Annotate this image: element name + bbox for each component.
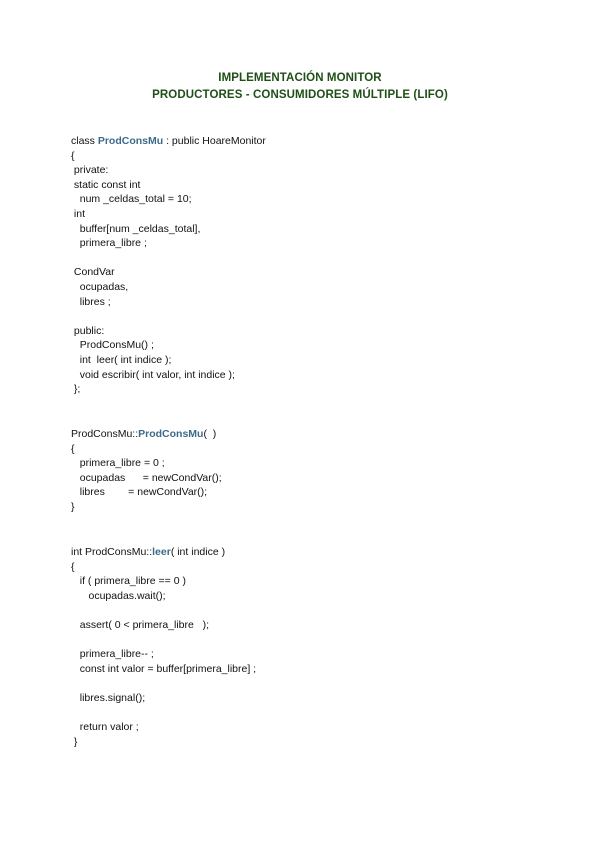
code-line: [71, 442, 222, 457]
document-subtitle: PRODUCTORES - CONSUMIDORES MÚLTIPLE (LIFO): [152, 89, 448, 101]
code-text: ( ): [203, 428, 217, 440]
code-text: primera_libre = 0 ;: [71, 457, 165, 470]
code-text: CondVar: [71, 266, 115, 279]
code-text: public:: [71, 324, 105, 337]
code-line: [71, 338, 266, 353]
code-line: [71, 471, 222, 486]
code-identifier-highlight: ProdConsMu: [97, 135, 164, 147]
code-text: static const int: [71, 178, 141, 191]
code-line: [71, 178, 266, 193]
code-line: [71, 500, 222, 515]
code-line: [71, 691, 256, 706]
code-text: ocupadas.wait();: [71, 589, 166, 602]
code-text: }: [71, 735, 78, 748]
constructor-code-block: [71, 427, 222, 515]
code-line: [71, 353, 266, 368]
code-text: libres.signal();: [71, 691, 146, 704]
code-text: : public HoareMonitor: [163, 135, 266, 147]
code-text: class: [71, 135, 98, 147]
code-line: [71, 647, 256, 662]
code-line: [71, 382, 266, 397]
code-line: [71, 706, 256, 721]
code-line: [71, 251, 266, 266]
code-text: int ProdConsMu::: [71, 546, 153, 558]
code-line: [71, 295, 266, 310]
code-identifier-highlight: ProdConsMu: [138, 428, 204, 440]
code-text: private:: [71, 164, 109, 177]
code-text: int leer( int indice );: [71, 353, 172, 366]
code-text: if ( primera_libre == 0 ): [71, 575, 186, 588]
code-text: };: [71, 383, 81, 396]
code-line: [71, 662, 256, 677]
code-text: ProdConsMu() ;: [71, 339, 154, 352]
code-line: [71, 368, 266, 383]
code-line: [71, 735, 256, 750]
code-line: [71, 456, 222, 471]
code-line: [71, 633, 256, 648]
code-line: [71, 574, 256, 589]
code-line: [71, 134, 266, 149]
code-line: [71, 309, 266, 324]
code-line: [71, 589, 256, 604]
code-text: void escribir( int valor, int indice );: [71, 368, 235, 381]
code-line: [71, 207, 266, 222]
class-declaration-code-block: [71, 134, 266, 397]
code-line: [71, 545, 256, 560]
code-line: [71, 560, 256, 575]
code-line: [71, 485, 222, 500]
code-line: [71, 192, 266, 207]
code-text: ocupadas = newCondVar();: [71, 471, 222, 484]
code-line: [71, 324, 266, 339]
code-text: buffer[num _celdas_total],: [71, 222, 201, 235]
code-text: int: [71, 207, 86, 220]
code-text: return valor ;: [71, 721, 139, 734]
document-title: IMPLEMENTACIÓN MONITOR: [218, 72, 382, 84]
code-line: [71, 222, 266, 237]
code-line: [71, 618, 256, 633]
code-text: primera_libre-- ;: [71, 648, 154, 661]
code-line: [71, 720, 256, 735]
code-line: [71, 236, 266, 251]
code-line: [71, 149, 266, 164]
code-line: [71, 265, 266, 280]
code-text: {: [71, 560, 75, 573]
code-text: }: [71, 500, 75, 513]
code-text: primera_libre ;: [71, 237, 147, 250]
code-line: [71, 280, 266, 295]
code-line: [71, 163, 266, 178]
code-line: [71, 427, 222, 442]
code-text: assert( 0 < primera_libre );: [71, 618, 210, 631]
code-text: num _celdas_total = 10;: [71, 193, 192, 206]
code-text: ocupadas,: [71, 280, 129, 293]
code-line: [71, 676, 256, 691]
code-text: {: [71, 442, 75, 455]
code-text: libres ;: [71, 295, 111, 308]
leer-method-code-block: [71, 545, 256, 749]
code-text: const int valor = buffer[primera_libre] ;: [71, 662, 257, 675]
code-identifier-highlight: leer: [152, 546, 171, 558]
code-text: ProdConsMu::: [71, 428, 139, 440]
code-text: libres = newCondVar();: [71, 486, 208, 499]
code-text: {: [71, 149, 75, 162]
code-line: [71, 603, 256, 618]
code-text: ( int indice ): [170, 546, 226, 558]
